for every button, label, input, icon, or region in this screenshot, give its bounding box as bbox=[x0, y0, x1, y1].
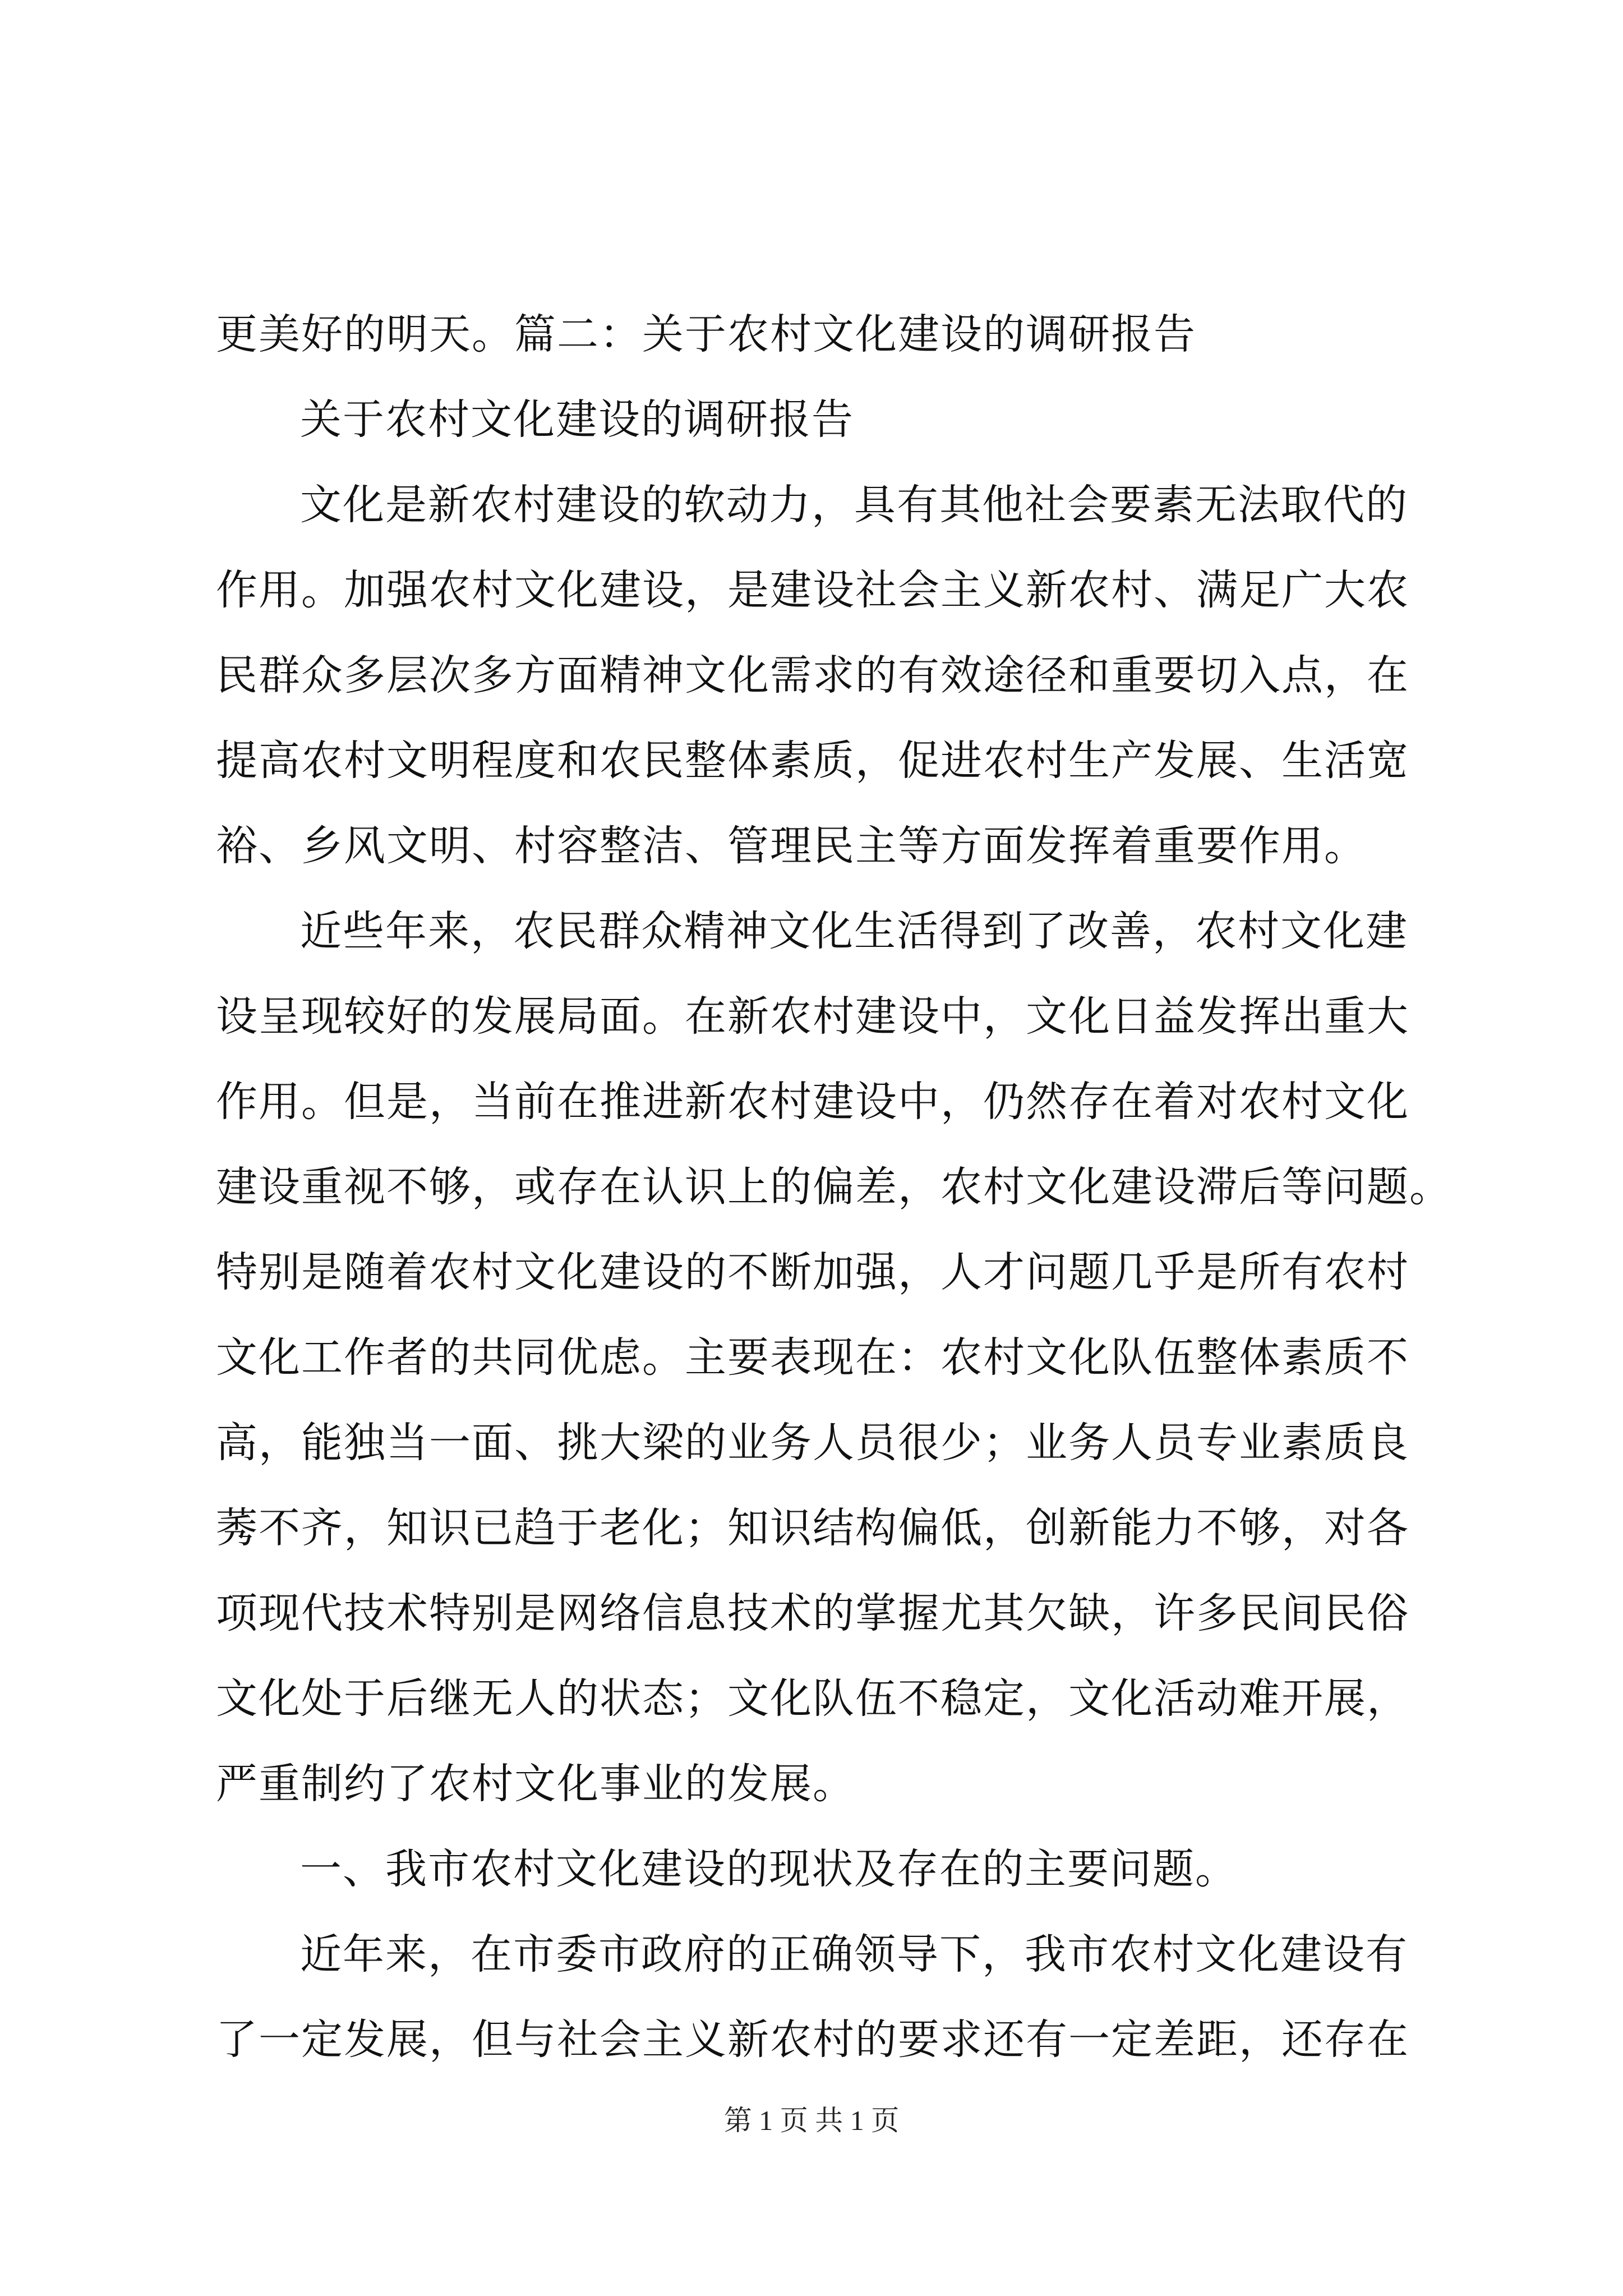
text-line: 了一定发展，但与社会主义新农村的要求还有一定差距，还存在 bbox=[216, 2016, 1409, 2064]
text-line: 一、我市农村文化建设的现状及存在的主要问题。 bbox=[300, 1845, 1238, 1893]
document-body bbox=[216, 292, 1452, 2082]
text-line: 作用。但是，当前在推进新农村建设中，仍然存在着对农村文化 bbox=[216, 1078, 1409, 1126]
text-line: 作用。加强农村文化建设，是建设社会主义新农村、满足广大农 bbox=[216, 566, 1409, 614]
text-line: 裕、乡风文明、村容整洁、管理民主等方面发挥着重要作用。 bbox=[216, 822, 1367, 870]
text-line: 提高农村文明程度和农民整体素质，促进农村生产发展、生活宽 bbox=[216, 737, 1409, 785]
text-line: 建设重视不够，或存在认识上的偏差，农村文化建设滞后等问题。 bbox=[216, 1163, 1452, 1211]
page-footer: 第 1 页 共 1 页 bbox=[723, 2105, 900, 2136]
text-line: 文化处于后继无人的状态；文化队伍不稳定，文化活动难开展， bbox=[216, 1674, 1409, 1723]
text-line: 文化是新农村建设的软动力，具有其他社会要素无法取代的 bbox=[300, 481, 1408, 529]
text-line: 项现代技术特别是网络信息技术的掌握尤其欠缺，许多民间民俗 bbox=[216, 1589, 1409, 1637]
text-line: 设呈现较好的发展局面。在新农村建设中，文化日益发挥出重大 bbox=[216, 992, 1409, 1041]
text-line: 民群众多层次多方面精神文化需求的有效途径和重要切入点，在 bbox=[216, 651, 1409, 700]
text-line: 文化工作者的共同优虑。主要表现在：农村文化队伍整体素质不 bbox=[216, 1333, 1409, 1382]
text-line: 特别是随着农村文化建设的不断加强，人才问题几乎是所有农村 bbox=[216, 1248, 1409, 1296]
text-line: 近年来，在市委市政府的正确领导下，我市农村文化建设有 bbox=[300, 1930, 1408, 1978]
text-line: 严重制约了农村文化事业的发展。 bbox=[216, 1760, 855, 1808]
text-line: 高，能独当一面、挑大梁的业务人员很少；业务人员专业素质良 bbox=[216, 1419, 1409, 1467]
text-line: 更美好的明天。篇二：关于农村文化建设的调研报告 bbox=[216, 310, 1196, 358]
text-line: 莠不齐，知识已趋于老化；知识结构偏低，创新能力不够，对各 bbox=[216, 1504, 1409, 1552]
text-line: 关于农村文化建设的调研报告 bbox=[300, 395, 854, 444]
text-line: 近些年来，农民群众精神文化生活得到了改善，农村文化建 bbox=[300, 907, 1408, 955]
